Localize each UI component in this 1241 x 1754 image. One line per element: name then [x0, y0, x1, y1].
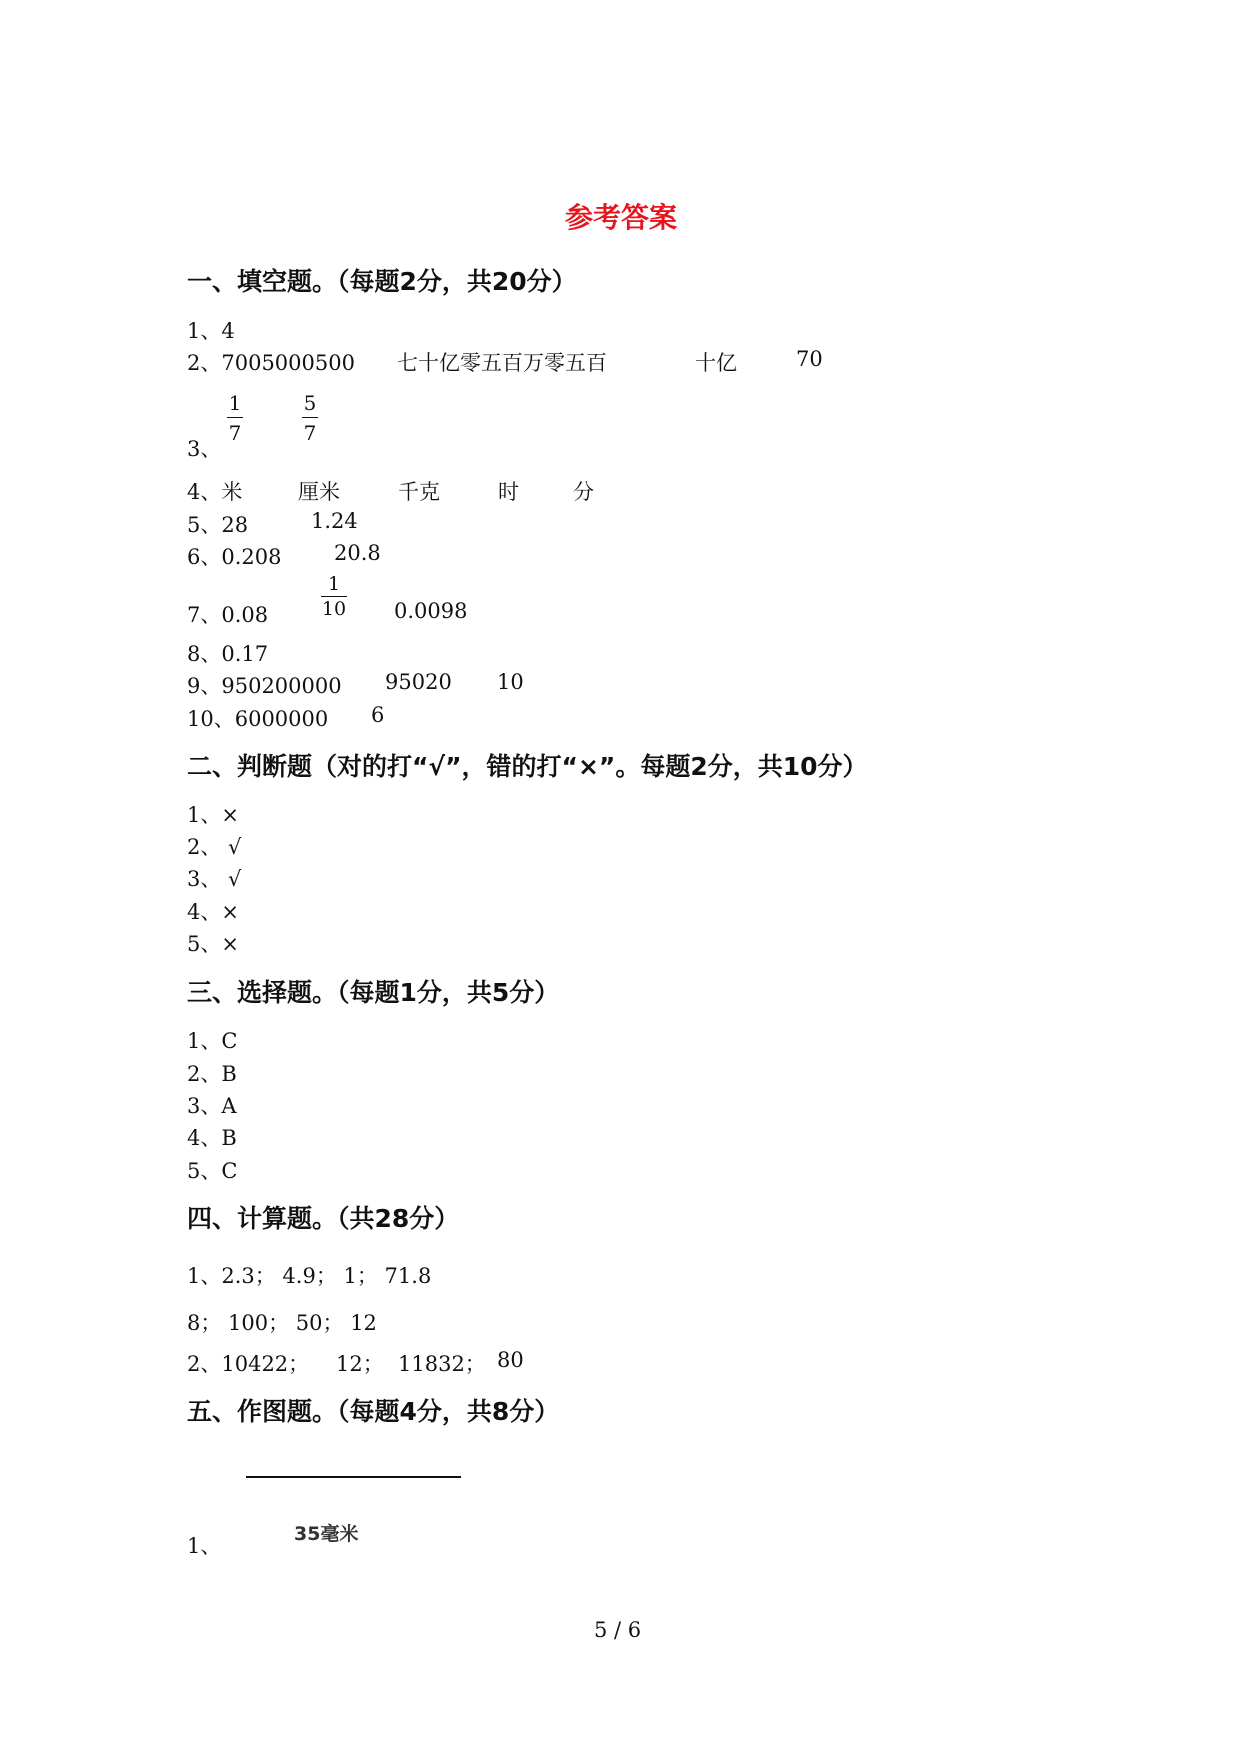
answer-3-4: 4、B [187, 1126, 237, 1150]
drawn-line-segment [246, 1476, 461, 1478]
answer-1-2-unit: 十亿 [695, 351, 737, 375]
page-title: 参考答案 [565, 201, 678, 234]
answer-1-4-kg: 千克 [398, 480, 440, 504]
fraction-1-7: 1 7 [228, 391, 242, 445]
section-1-heading: 一、填空题。（每题2分，共20分） [187, 267, 577, 296]
answer-1-2-text: 七十亿零五百万零五百 [397, 351, 607, 375]
line-length-label: 35毫米 [294, 1523, 359, 1545]
answer-1-9-b: 95020 [385, 670, 452, 694]
answer-1-7-c: 0.0098 [394, 599, 468, 623]
answer-1-3: 3、 [187, 437, 222, 461]
answer-1-2-value: 70 [796, 347, 823, 371]
answer-3-3: 3、A [187, 1094, 237, 1118]
answer-1-7: 7、0.08 [187, 603, 269, 627]
answer-1-9-c: 10 [497, 670, 524, 694]
answer-1-8: 8、0.17 [187, 642, 269, 666]
answer-1-6: 6、0.208 [187, 545, 282, 569]
answer-2-2: 2、 √ [187, 835, 242, 859]
answer-1-2: 2、7005000500 [187, 351, 355, 375]
fraction-1-10: 1 10 [321, 573, 347, 620]
answer-2-4: 4、× [187, 900, 239, 924]
answer-1-5-b: 1.24 [311, 509, 358, 533]
answer-1-1: 1、4 [187, 319, 235, 343]
answer-3-1: 1、C [187, 1029, 238, 1053]
answer-1-4-minute: 分 [573, 480, 594, 504]
section-2-heading: 二、判断题（对的打“√”，错的打“×”。每题2分，共10分） [187, 752, 868, 781]
answer-4-1: 1、2.3； 4.9； 1； 71.8 [187, 1264, 432, 1288]
answer-1-6-b: 20.8 [334, 541, 381, 565]
section-3-heading: 三、选择题。（每题1分，共5分） [187, 978, 560, 1007]
section-4-heading: 四、计算题。（共28分） [187, 1204, 460, 1233]
answer-2-1: 1、× [187, 803, 239, 827]
fraction-5-7: 5 7 [303, 391, 317, 445]
answer-4-2: 2、10422； [187, 1352, 310, 1376]
section-5-heading: 五、作图题。（每题4分，共8分） [187, 1397, 560, 1426]
answer-2-3: 3、 √ [187, 867, 242, 891]
answer-4-1-cont: 8； 100； 50； 12 [187, 1311, 377, 1335]
answer-1-9: 9、950200000 [187, 674, 342, 698]
answer-4-2-d: 80 [497, 1348, 524, 1372]
answer-1-10: 10、6000000 [187, 707, 329, 731]
answer-5-1: 1、 [187, 1534, 222, 1558]
answer-3-2: 2、B [187, 1062, 237, 1086]
answer-1-10-b: 6 [371, 703, 385, 727]
page-number: 5 / 6 [594, 1618, 642, 1642]
answer-2-5: 5、× [187, 932, 239, 956]
answer-4-2-c: 11832； [398, 1352, 486, 1376]
answer-1-4-cm: 厘米 [298, 480, 340, 504]
answer-1-4-hour: 时 [498, 480, 519, 504]
answer-4-2-b: 12； [336, 1352, 384, 1376]
answer-1-5: 5、28 [187, 513, 249, 537]
answer-3-5: 5、C [187, 1159, 238, 1183]
answer-1-4: 4、米 [187, 480, 243, 504]
